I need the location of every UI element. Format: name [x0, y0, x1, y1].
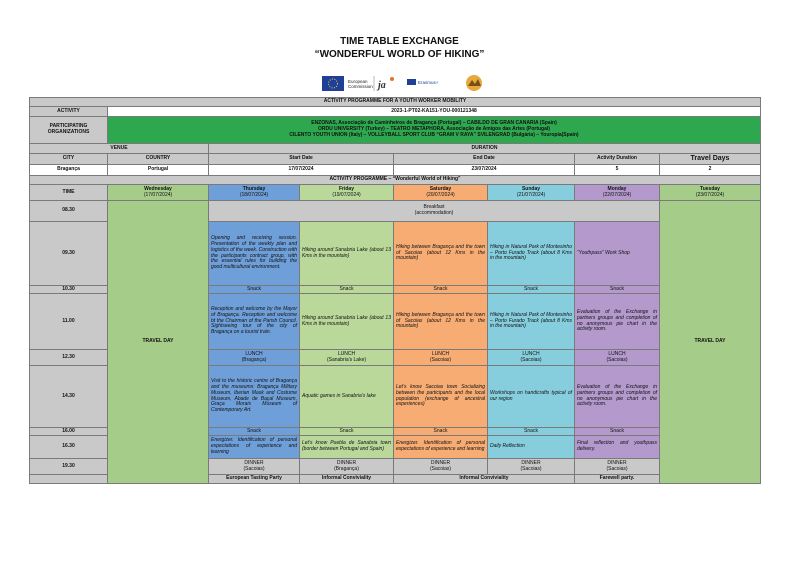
- activity-label: ACTIVITY: [30, 107, 108, 117]
- activity-fri-1100: Hiking around Sanabria Lake (about 13 Kms in the mountain): [300, 294, 394, 350]
- organizations: [108, 117, 761, 144]
- activity-thu-1100: Reception and welcome by the Mayor of Bragança. Reception and welcome bt the Chairman of the Parish Council. Sightseeing tour of the city of Bragança on a tourist train.: [209, 294, 300, 350]
- participating-label-1: PARTICIPATING: [49, 123, 88, 130]
- city-label: CITY: [30, 154, 108, 165]
- evening-mon: Farewell party.: [575, 475, 660, 484]
- snack-thu-1600: Snack: [209, 428, 300, 436]
- travel-day-wednesday: TRAVEL DAY: [108, 201, 209, 484]
- snack-sun-1030: Snack: [488, 286, 575, 294]
- country-value: Portugal: [108, 165, 209, 176]
- time-1030: 10.30: [30, 286, 108, 294]
- ec-text-2: Commission: [348, 84, 373, 89]
- erasmus-text: Erasmus+: [418, 80, 439, 85]
- day-header-tuesday: Tuesday (23/07/2024): [660, 185, 761, 201]
- end-date-value: 23/07/2024: [394, 165, 575, 176]
- travel-day-tuesday: TRAVEL DAY: [660, 201, 761, 484]
- ec-text-1: European: [348, 79, 368, 84]
- lunch-sat: LUNCH (Sacoias): [394, 350, 488, 366]
- time-1930: 19.30: [30, 459, 108, 475]
- time-0830: 08.30: [30, 201, 108, 222]
- lunch-thu: LUNCH (Bragança): [209, 350, 300, 366]
- country-label: COUNTRY: [108, 154, 209, 165]
- lunch-mon: LUNCH (Sacoias): [575, 350, 660, 366]
- hiking-logo-icon: [466, 75, 482, 91]
- dinner-sun: DINNER (Sacoias): [488, 459, 575, 475]
- dinner-thu: DINNER (Sacoias): [209, 459, 300, 475]
- evening-thu: European Tasting Party: [209, 475, 300, 484]
- evening-fri: Informal Conviviality: [300, 475, 394, 484]
- time-1630: 16.30: [30, 436, 108, 459]
- lunch-fri: LUNCH (Sanabria’s Lake): [300, 350, 394, 366]
- org-line-2: ORDU UNIVERSITY (Turkey) – TEATRO METAPHORA, Associação de Amigos das Artes (Portugal): [318, 126, 550, 133]
- activity-mon-0930: “Youthpass” Work Shop: [575, 222, 660, 286]
- time-1100: 11.00: [30, 294, 108, 350]
- participating-label: [30, 117, 108, 144]
- participating-label-2: ORGANIZATIONS: [47, 129, 90, 135]
- snack-mon-1600: Snack: [575, 428, 660, 436]
- day-header-thursday: Thursday (18/07/2024): [209, 185, 300, 201]
- snack-fri-1030: Snack: [300, 286, 394, 294]
- start-date-value: 17/07/2024: [209, 165, 394, 176]
- evening-sat-sun: Informal Conviviality: [394, 475, 575, 484]
- activity-sun-0930: Hiking in Natural Park of Montesinho – Porto Furado Track (about 8 Kms in the mountain): [488, 222, 575, 286]
- time-0930: 09.30: [30, 222, 108, 286]
- activity-fri-1630: Let’s know Puebla de Sanabria town (border between Portugal and Spain): [300, 436, 394, 459]
- snack-sat-1600: Snack: [394, 428, 488, 436]
- activity-fri-1430: Aquatic games in Sanabria’s lake: [300, 366, 394, 428]
- activity-thu-1430: Visit to the historic centre of Bragança and the museums: Bragança Military Museum, Iberian Mask and Costume Museum, Abade de Baçal Museum, Graça Morais Museum of Contemporary Art.: [209, 366, 300, 428]
- time-header: TIME: [30, 185, 108, 201]
- activity-sat-0930: Hiking between Bragança and the town of Sacoias (about 12 Kms in the mountain): [394, 222, 488, 286]
- activity-thu-0930: Opening and receiving session. Presentation of the weekly plan and logistics of the week. Construction with the participants contract group, with the essential rules for building the good multicultural environment.: [209, 222, 300, 286]
- funding-logos: [322, 73, 492, 93]
- day-header-friday: Friday (19/07/2024): [300, 185, 394, 201]
- snack-sun-1600: Snack: [488, 428, 575, 436]
- duration-label: DURATION: [209, 144, 761, 154]
- agency-logo-icon: [376, 77, 394, 91]
- travel-days-label: Travel Days: [660, 154, 761, 165]
- dinner-sat: DINNER (Sacoias): [394, 459, 488, 475]
- activity-sat-1630: Energizer. Identification of personal expectations of experience and learning: [394, 436, 488, 459]
- programme-header: ACTIVITY PROGRAMME FOR A YOUTH WORKER MOBILITY: [30, 98, 761, 107]
- activity-sun-1100: Hiking in Natural Park of Montesinho – Porto Furado Track (about 8 Kms in the mountain): [488, 294, 575, 350]
- day-header-monday: Monday (22/07/2024): [575, 185, 660, 201]
- eu-flag-icon: [322, 76, 344, 91]
- snack-fri-1600: Snack: [300, 428, 394, 436]
- org-line-1: ENZONAS, Associação de Caminheiros de Bragança (Portugal) – CABILDO DE GRAN CANARIA (Spain): [311, 120, 557, 127]
- day-header-saturday: Saturday (20/07/2024): [394, 185, 488, 201]
- city-value: Bragança: [30, 165, 108, 176]
- start-date-label: Start Date: [209, 154, 394, 165]
- activity-sat-1100: Hiking between Bragança and the town of Sacoias (about 12 Kms in the mountain): [394, 294, 488, 350]
- activity-sun-1430: Workshops on handicrafts typical of our region: [488, 366, 575, 428]
- snack-thu-1030: Snack: [209, 286, 300, 294]
- erasmus-logo-icon: [407, 79, 439, 85]
- activity-duration-value: 5: [575, 165, 660, 176]
- activity-code: 2023-1-PT02-KA151-YOU-000121348: [108, 107, 761, 117]
- activity-mon-1430: Evaluation of the Exchange in partners groups and completion of no anonymous pie chart in the activity room.: [575, 366, 660, 428]
- time-1430: 14.30: [30, 366, 108, 428]
- day-header-wednesday: Wednesday (17/07/2024): [108, 185, 209, 201]
- venue-label: VENUE: [30, 144, 209, 154]
- activity-sun-1630: Daily Reflection: [488, 436, 575, 459]
- document-subtitle: “WONDERFUL WORLD OF HIKING”: [314, 49, 485, 60]
- snack-mon-1030: Snack: [575, 286, 660, 294]
- dinner-mon: DINNER (Sacoias): [575, 459, 660, 475]
- day-header-sunday: Sunday (21/07/2024): [488, 185, 575, 201]
- activity-thu-1630: Energizer. Identification of personal expectations of experience and learning: [209, 436, 300, 459]
- timetable: [29, 97, 761, 484]
- activity-mon-1630: Final reflection and youthpass delivery.: [575, 436, 660, 459]
- time-1230: 12.30: [30, 350, 108, 366]
- document-title: TIME TABLE EXCHANGE: [340, 36, 459, 47]
- activity-duration-label: Activity Duration: [575, 154, 660, 165]
- svg-text:ja: ja: [378, 80, 386, 91]
- time-1600: 16.00: [30, 428, 108, 436]
- end-date-label: End Date: [394, 154, 575, 165]
- programme-title: ACTIVITY PROGRAMME – “Wonderful World of Hiking”: [30, 176, 761, 185]
- activity-sat-1430: Let’s know Sacoias town Socializing between the participants and the local population (exchange of ancestral experiences): [394, 366, 488, 428]
- time-evening: [30, 475, 108, 484]
- dinner-fri: DINNER (Bragança): [300, 459, 394, 475]
- org-line-3: CILENTO YOUTH UNION (Italy) – VOLLEYBALL SPORT CLUB “GRAM V RAYA” SVILENGRAD (Bulgária) – Youropia(Spain): [289, 131, 579, 138]
- activity-mon-1100: Evaluation of the Exchange in partners groups and completion of no anonymous pie chart in the activity room.: [575, 294, 660, 350]
- travel-days-value: 2: [660, 165, 761, 176]
- lunch-sun: LUNCH (Sacoias): [488, 350, 575, 366]
- activity-fri-0930: Hiking around Sanabria Lake (about 13 Kms in the mountain): [300, 222, 394, 286]
- snack-sat-1030: Snack: [394, 286, 488, 294]
- breakfast-cell: Breakfast (accommodation): [209, 201, 660, 222]
